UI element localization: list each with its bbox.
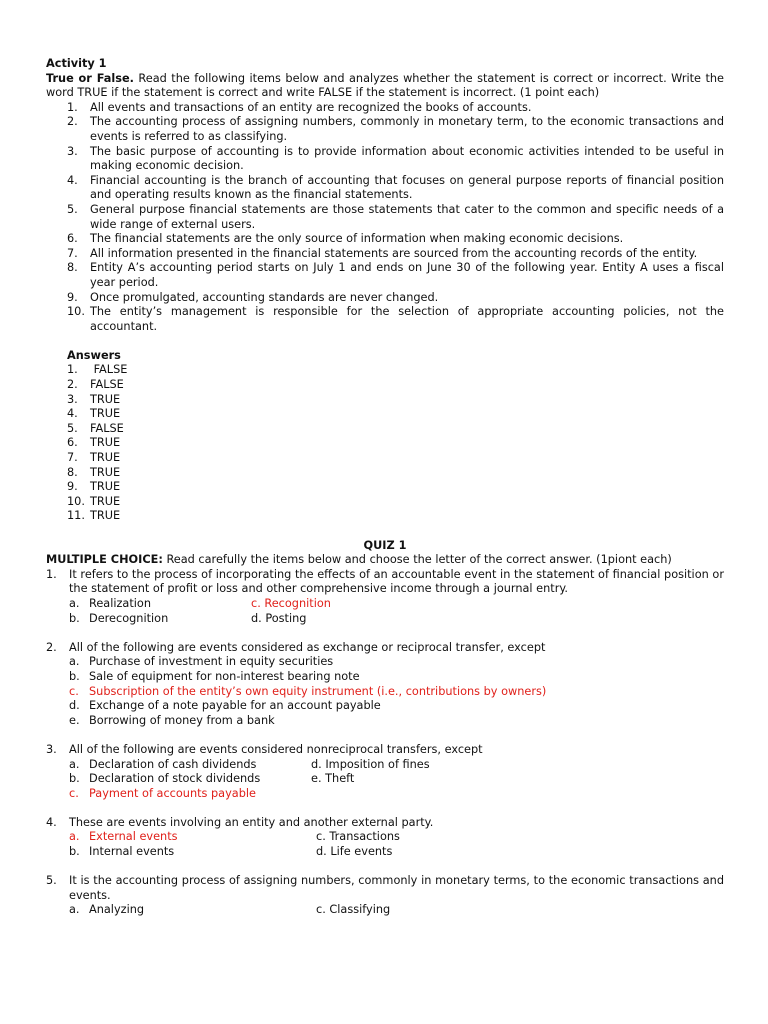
answers-heading: Answers [67, 348, 121, 362]
option-e: e. Borrowing of money from a bank [69, 713, 275, 727]
list-item: 1. All events and transactions of an entity are recognized the books of accounts. [67, 100, 532, 114]
question-3-options-row-2 [46, 772, 724, 787]
option-a: a. Realization [69, 596, 151, 610]
question-4-options-row-2 [46, 845, 724, 860]
quiz-instructions [46, 553, 724, 568]
answer-item: 9. TRUE [67, 480, 121, 494]
option-c-correct: c. Payment of accounts payable [69, 786, 256, 800]
answer-item: 8. TRUE [67, 465, 121, 479]
option-b: b. Internal events [69, 845, 175, 859]
list-item: 6. The financial statements are the only source of information when making economic decisions. [67, 232, 624, 246]
question-5: 5. It is the accounting process of assigning numbers, commonly in monetary terms, to the economic transactions and events. [46, 874, 724, 902]
question-1: 1. It refers to the process of incorporating the effects of an accountable event in the statement of financial position or the statement of profit or loss and other comprehensive income through a journal entry. [46, 567, 724, 596]
option-c: c. Transactions [316, 830, 400, 844]
answer-item: 11. TRUE [67, 509, 121, 523]
option-a: a. Declaration of cash dividends [69, 757, 257, 771]
instructions-label: True or False. [46, 71, 134, 85]
answer-item: 4. TRUE [67, 407, 121, 421]
quiz-instructions-label: MULTIPLE CHOICE: [46, 553, 163, 567]
option-d: d. Life events [316, 845, 393, 859]
document-page [46, 57, 724, 918]
answers-list [46, 363, 724, 524]
option-c-correct: c. Subscription of the entity’s own equity instrument (i.e., contributions by owners) [69, 684, 547, 698]
question-2: 2. All of the following are events considered as exchange or reciprocal transfer, except [46, 640, 546, 654]
answer-item: 6. TRUE [67, 436, 121, 450]
question-4-options-row-1 [46, 830, 724, 845]
list-item: 4. Financial accounting is the branch of accounting that focuses on general purpose reports of financial position and operating results known as the financial statements. [67, 173, 724, 202]
list-item: 10. The entity’s management is responsible for the selection of appropriate accounting policies, not the accountant. [67, 305, 724, 333]
answer-item: 1. FALSE [67, 363, 128, 377]
option-b: b. Sale of equipment for non-interest bearing note [69, 669, 360, 683]
quiz-title: QUIZ 1 [363, 538, 407, 552]
true-false-items [46, 101, 724, 335]
activity-instructions [46, 72, 724, 101]
question-3-options-row-1 [46, 758, 724, 773]
question-3: 3. All of the following are events considered nonreciprocal transfers, except [46, 742, 483, 756]
option-c: c. Classifying [316, 903, 391, 917]
question-1-options-row-1 [46, 597, 724, 612]
list-item: 8. Entity A’s accounting period starts on July 1 and ends on June 30 of the following year. Entity A uses a fiscal year period. [67, 261, 724, 289]
option-b: b. Declaration of stock dividends [69, 772, 261, 786]
question-4: 4. These are events involving an entity and another external party. [46, 815, 434, 829]
list-item: 5. General purpose financial statements are those statements that cater to the common and specific needs of a wide range of external users. [67, 202, 724, 231]
option-d: d. Posting [251, 611, 307, 625]
option-b: b. Derecognition [69, 611, 169, 625]
option-a-correct: a. External events [69, 830, 178, 844]
option-c-correct: c. Recognition [251, 596, 331, 610]
answer-item: 7. TRUE [67, 451, 121, 465]
list-item: 7. All information presented in the financial statements are sourced from the accounting records of the entity. [67, 246, 698, 260]
option-a: a. Analyzing [69, 903, 145, 917]
option-e: e. Theft [311, 772, 355, 786]
list-item: 9. Once promulgated, accounting standards are never changed. [67, 290, 439, 304]
answer-item: 10. TRUE [67, 494, 121, 508]
answer-item: 3. TRUE [67, 392, 121, 406]
question-1-options-row-2 [46, 612, 724, 627]
quiz-instructions-text: Read carefully the items below and choose the letter of the correct answer. (1piont each) [162, 553, 672, 567]
list-item: 3. The basic purpose of accounting is to provide information about economic activities intended to be useful in making economic decision. [67, 144, 724, 173]
answer-item: 5. FALSE [67, 421, 124, 435]
option-d: d. Exchange of a note payable for an account payable [69, 699, 381, 713]
list-item: 2. The accounting process of assigning numbers, commonly in monetary term, to the economic transactions and events is referred to as classifying. [67, 115, 724, 143]
option-a: a. Purchase of investment in equity securities [69, 655, 334, 669]
option-d: d. Imposition of fines [311, 757, 430, 771]
question-5-options-row-1 [46, 903, 724, 918]
instructions-text: Read the following items below and analyzes whether the statement is correct or incorrect. Write the word TRUE if the statement is correct and write FALSE if the statement is incorrect. (1 point each) [46, 71, 725, 100]
activity-title: Activity 1 [46, 57, 107, 70]
answer-item: 2. FALSE [67, 378, 124, 392]
